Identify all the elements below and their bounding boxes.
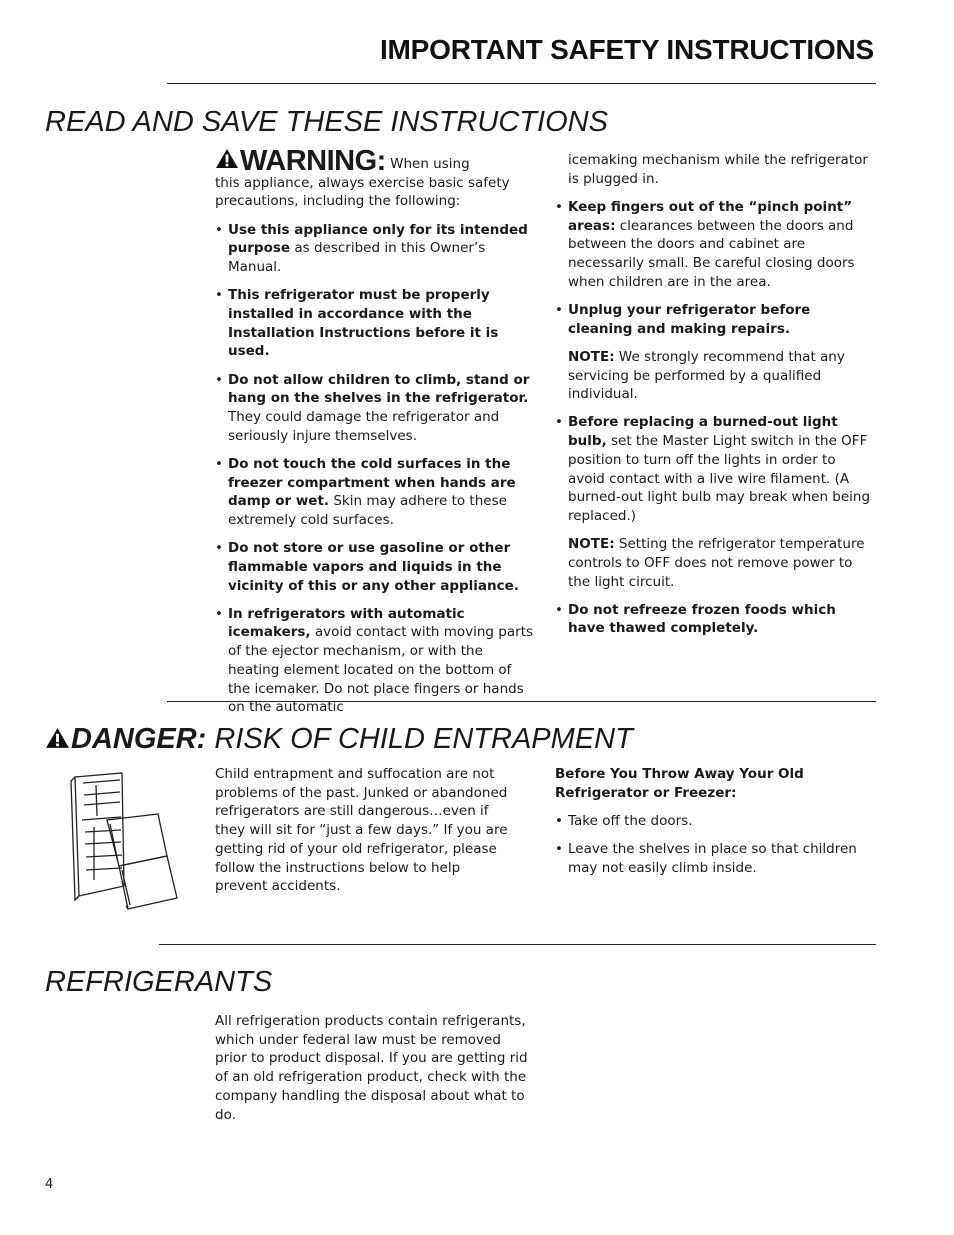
note-temperature-controls: NOTE: Setting the refrigerator temperature controls to OFF does not remove power to the light circuit.: [568, 536, 865, 590]
list-item: • Do not refreeze frozen foods which have thawed completely.: [555, 601, 873, 638]
right-bullet-list-3: [555, 601, 873, 638]
danger-title: [45, 723, 633, 756]
before-throw-away-heading: Before You Throw Away Your Old Refrigerator or Freezer:: [555, 766, 804, 801]
disposal-bullet-list: [555, 812, 870, 878]
danger-title-rest: RISK OF CHILD ENTRAPMENT: [206, 723, 633, 755]
list-item: • Leave the shelves in place so that children may not easily climb inside.: [555, 840, 870, 877]
danger-right-column: [555, 765, 870, 878]
refrigerants-title: REFRIGERANTS: [45, 966, 273, 998]
right-bullet-list-2: [555, 413, 873, 525]
read-save-title: READ AND SAVE THESE INSTRUCTIONS: [45, 106, 608, 138]
warning-triangle-icon: [45, 727, 70, 749]
page-header-title: IMPORTANT SAFETY INSTRUCTIONS: [379, 34, 874, 65]
warning-tail: When using: [385, 156, 470, 172]
list-item: • Do not touch the cold surfaces in the freezer compartment when hands are damp or wet. Skin may adhere to these extremely cold surfaces.: [215, 455, 537, 530]
list-item: • Do not allow children to climb, stand or hang on the shelves in the refrigerator. They could damage the refrigerator and seriously injure themselves.: [215, 371, 537, 446]
header-rule: [167, 83, 876, 84]
list-item: • Take off the doors.: [555, 812, 870, 831]
note-servicing: NOTE: We strongly recommend that any servicing be performed by a qualified individual.: [568, 348, 845, 403]
warning-word: WARNING:: [240, 145, 386, 177]
list-item: • Before replacing a burned-out light bulb, set the Master Light switch in the OFF position to turn off the lights in order to avoid contact with a live wire filament. (A burned-out light bulb may break when being replaced.): [555, 413, 873, 525]
list-item: • This refrigerator must be properly installed in accordance with the Installation Instructions before it is used.: [215, 286, 537, 361]
icemaker-continuation: icemaking mechanism while the refrigerator is plugged in.: [568, 152, 868, 187]
list-item: • Unplug your refrigerator before cleaning and making repairs.: [555, 301, 873, 338]
page-number: 4: [45, 1177, 54, 1192]
refrigerants-column: [215, 1012, 533, 1124]
left-bullet-list: [215, 221, 537, 717]
refrigerants-top-rule: [159, 944, 876, 945]
warning-lead: [215, 145, 537, 177]
right-bullet-list: [555, 198, 873, 338]
danger-description: Child entrapment and suffocation are not problems of the past. Junked or abandoned refrigerators are still dangerous…even if they will sit for “just a few days.” If you are getting rid of your old refrigerator, please follow the instructions below to help prevent accidents.: [215, 766, 508, 895]
warning-right-column: [555, 151, 873, 638]
warning-intro: this appliance, always exercise basic safety precautions, including the following:: [215, 174, 510, 210]
list-item: • Keep fingers out of the “pinch point” areas: clearances between the doors and between the doors and cabinet are necessarily small. Be careful closing doors when children are in the area.: [555, 198, 873, 292]
refrigerants-text: All refrigeration products contain refrigerants, which under federal law must be removed prior to product disposal. If you are getting rid of an old refrigeration product, check with the company handling the disposal about what to do.: [215, 1013, 528, 1123]
list-item: • In refrigerators with automatic icemakers, avoid contact with moving parts of the ejector mechanism, or with the heating element located on the bottom of the icemaker. Do not place fingers or hands on the automatic: [215, 605, 537, 717]
danger-word: DANGER:: [71, 723, 207, 755]
list-item: • Do not store or use gasoline or other flammable vapors and liquids in the vicinity of this or any other appliance.: [215, 539, 537, 595]
warning-left-column: [215, 145, 537, 717]
list-item: • Use this appliance only for its intended purpose as described in this Owner’s Manual.: [215, 221, 537, 277]
danger-top-rule: [167, 701, 876, 702]
refrigerator-doors-removed-illustration: [66, 770, 182, 912]
danger-left-column: [215, 765, 515, 896]
warning-triangle-icon: [215, 148, 239, 169]
